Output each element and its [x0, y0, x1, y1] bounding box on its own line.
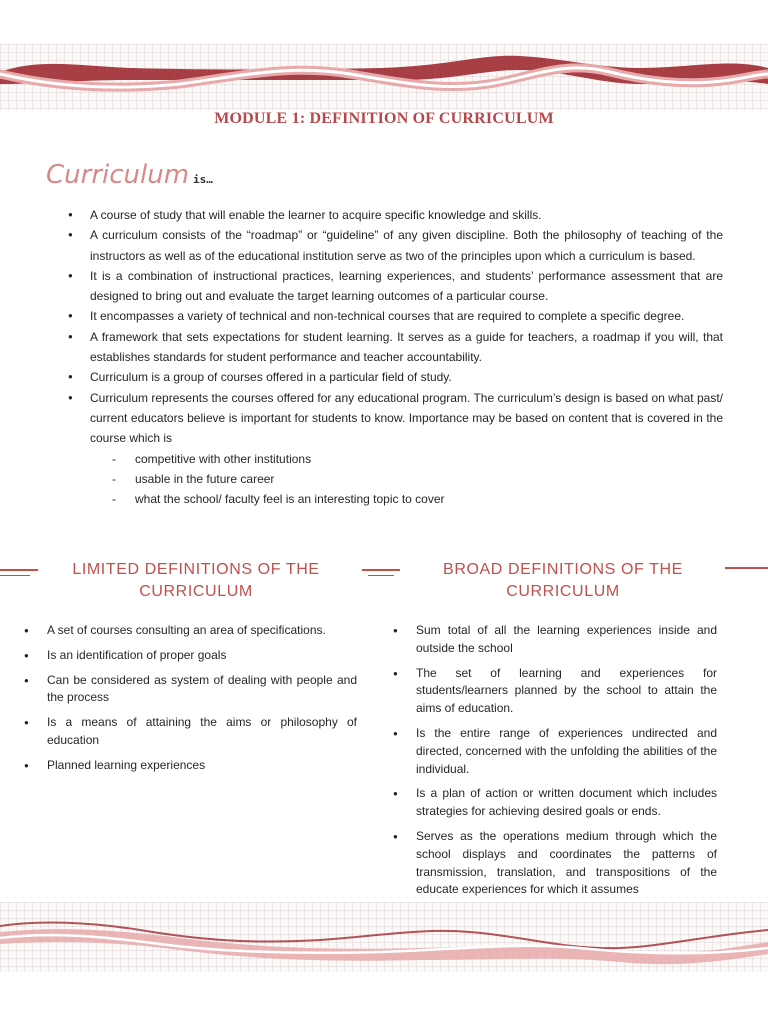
list-item: ● It is a combination of instructional practices, learning experiences, and students’ performance assessment that are designed to bring out and evaluate the target learning outcomes of a particular course.	[90, 266, 723, 307]
list-item: ● The set of learning and experiences for students/learners planned by the school to attain the aims of education.	[416, 665, 717, 718]
divider-middle	[362, 569, 400, 571]
list-item: ● Is an identification of proper goals	[47, 647, 357, 665]
list-item: ● A course of study that will enable the learner to acquire specific knowledge and skills.	[90, 205, 723, 225]
limited-definitions-list	[47, 622, 357, 782]
bottom-wave-decoration	[0, 902, 768, 972]
list-item: ● Planned learning experiences	[47, 757, 357, 775]
sub-list	[112, 449, 723, 510]
sub-list-item: - usable in the future career	[112, 469, 723, 489]
curriculum-word: Curriculum	[46, 160, 190, 190]
divider-right	[725, 567, 768, 569]
list-item: ● It encompasses a variety of technical and non-technical courses that are required to complete a specific degree.	[90, 306, 723, 326]
divider-left-thin	[0, 575, 30, 576]
list-item: ● Can be considered as system of dealing with people and the process	[47, 672, 357, 708]
list-item	[90, 388, 723, 510]
list-item: ● A framework that sets expectations for student learning. It serves as a guide for teachers, a roadmap if you will, that establishes standards for student performance and teacher accountability.	[90, 327, 723, 368]
module-title: MODULE 1: DEFINITION OF CURRICULUM	[214, 110, 554, 127]
list-item: ● Sum total of all the learning experiences inside and outside the school	[416, 622, 717, 658]
list-item: ● Curriculum is a group of courses offered in a particular field of study.	[90, 367, 723, 387]
list-item: ● A curriculum consists of the “roadmap” or “guideline” of any given discipline. Both the philosophy of teaching of the instructors as well as of the educational institution serve as two of the principles upon which a curriculum is based.	[90, 225, 723, 266]
sub-list-item: - competitive with other institutions	[112, 449, 723, 469]
broad-definitions-heading: BROAD DEFINITIONS OF THE CURRICULUM	[443, 561, 683, 600]
list-item: ● Serves as the operations medium through which the school displays and coordinates the patterns of transmission, translation, and transpositions of the educate experiences for which it assumes	[416, 828, 717, 899]
top-wave-decoration	[0, 44, 768, 110]
divider-left	[0, 569, 38, 571]
curriculum-definition-list	[90, 205, 723, 509]
limited-definitions-heading: LIMITED DEFINITIONS OF THE CURRICULUM	[72, 561, 320, 600]
curriculum-is: is…	[193, 173, 213, 186]
list-item-text: Curriculum represents the courses offered for any educational program. The curriculum’s design is based on what past/ current educators believe is important for students to know. Importance may be based on content that is covered in the course which is	[90, 390, 723, 446]
sub-list-item: - what the school/ faculty feel is an interesting topic to cover	[112, 489, 723, 509]
divider-middle-thin	[368, 575, 394, 576]
curriculum-heading	[46, 160, 213, 190]
broad-definitions-list	[416, 622, 717, 906]
list-item: ● Is the entire range of experiences undirected and directed, concerned with the unfolding the abilities of the individual.	[416, 725, 717, 778]
list-item: ● A set of courses consulting an area of specifications.	[47, 622, 357, 640]
list-item: ● Is a plan of action or written document which includes strategies for achieving desired goals or ends.	[416, 785, 717, 821]
list-item: ● Is a means of attaining the aims or philosophy of education	[47, 714, 357, 750]
